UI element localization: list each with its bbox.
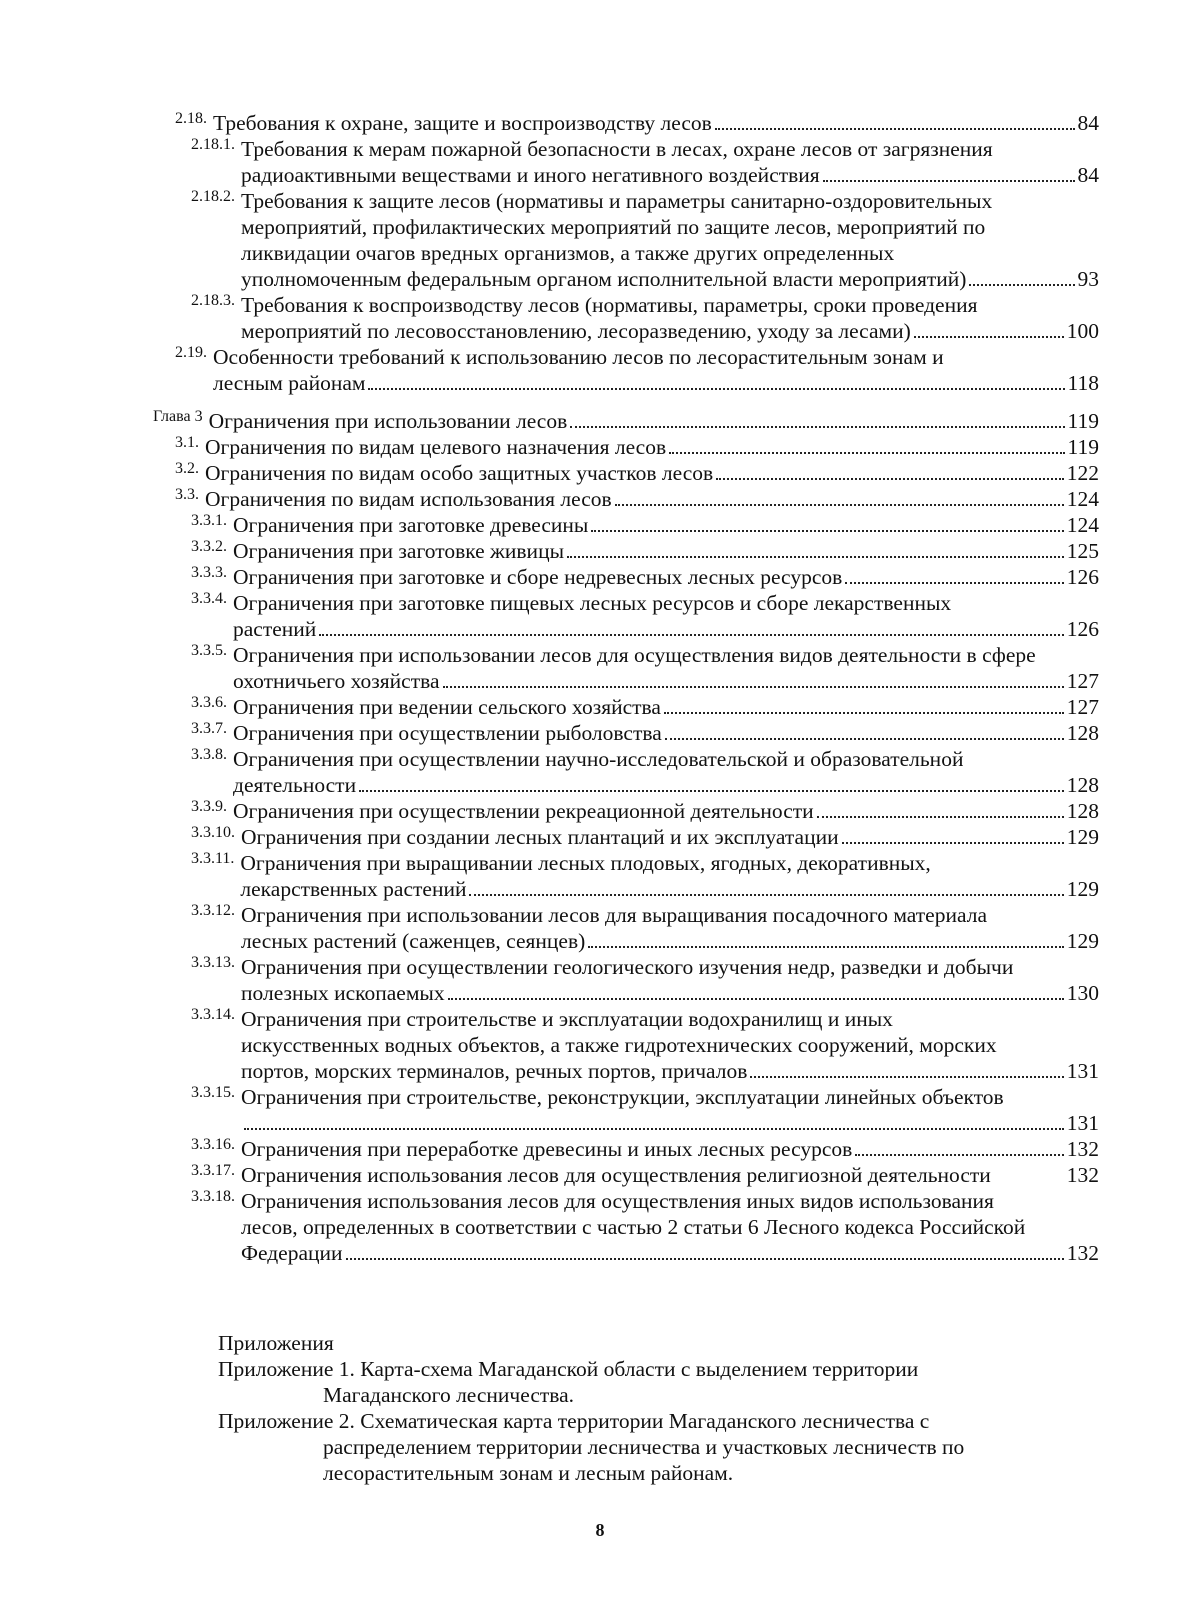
toc-line bbox=[241, 1162, 1099, 1188]
toc-entry-number: 2.18.1. bbox=[191, 136, 235, 153]
toc-line-text: Требования к воспроизводству лесов (нормативы, параметры, сроки проведения bbox=[241, 293, 978, 317]
toc-leader-dots bbox=[469, 894, 1063, 896]
toc-line-text: Требования к мерам пожарной безопасности в лесах, охране лесов от загрязнения bbox=[241, 137, 993, 161]
toc-leader-dots bbox=[368, 388, 1064, 390]
toc-entry bbox=[153, 1136, 1099, 1162]
toc-leader-dots bbox=[823, 180, 1075, 182]
toc-line-text: охотничьего хозяйства bbox=[233, 669, 440, 693]
page-number: 8 bbox=[595, 1520, 605, 1540]
toc-line bbox=[241, 980, 1099, 1006]
toc-page-number: 124 bbox=[1066, 513, 1099, 537]
toc-entry bbox=[153, 512, 1099, 538]
toc-leader-dots bbox=[570, 426, 1064, 428]
toc-entry bbox=[153, 1006, 1099, 1084]
appendix-continuation-line: лесорастительным зонам и лесным районам. bbox=[323, 1461, 734, 1485]
appendix-label: Приложение 2. bbox=[218, 1409, 361, 1433]
toc-line-text: Ограничения использования лесов для осуществления иных видов использования bbox=[241, 1189, 994, 1213]
toc-line-text: Ограничения при осуществлении рекреационной деятельности bbox=[233, 799, 814, 823]
toc-line bbox=[241, 1058, 1099, 1084]
toc-entry-title bbox=[241, 188, 1099, 292]
toc-entry-number: 3.3.18. bbox=[191, 1188, 235, 1205]
toc-entry-title bbox=[241, 1084, 1099, 1136]
toc-page-number: 84 bbox=[1077, 163, 1099, 187]
toc-line-text: Ограничения при строительстве, реконструкции, эксплуатации линейных объектов bbox=[241, 1085, 1004, 1109]
toc-page-number: 124 bbox=[1066, 487, 1099, 511]
toc-line-text: Ограничения при заготовке живицы bbox=[233, 539, 565, 563]
toc-entry bbox=[153, 188, 1099, 292]
toc-entry bbox=[153, 538, 1099, 564]
toc-line-text: Ограничения при использовании лесов для осуществления видов деятельности в сфере bbox=[233, 643, 1036, 667]
toc-line-text: полезных ископаемых bbox=[241, 981, 445, 1005]
toc-entry-number: 2.18.2. bbox=[191, 188, 235, 205]
toc-page-number: 131 bbox=[1066, 1059, 1099, 1083]
toc-line-text: Ограничения при использовании лесов bbox=[208, 409, 568, 433]
toc-entry-number: 3.3. bbox=[175, 486, 199, 503]
toc-entry bbox=[153, 1084, 1099, 1136]
toc-page-number: 132 bbox=[1066, 1137, 1099, 1161]
toc-line bbox=[240, 850, 1099, 876]
toc-page-number: 128 bbox=[1066, 799, 1099, 823]
toc-line-text: Ограничения при заготовке пищевых лесных ресурсов и сборе лекарственных bbox=[233, 591, 952, 615]
toc-line-text: Ограничения по видам особо защитных участков лесов bbox=[205, 461, 714, 485]
toc-line bbox=[233, 616, 1099, 642]
toc-line-text: Особенности требований к использованию лесов по лесорастительным зонам и bbox=[213, 345, 944, 369]
toc-line bbox=[233, 694, 1099, 720]
toc-entry-title bbox=[205, 434, 1099, 460]
toc-page-number: 132 bbox=[1066, 1241, 1099, 1265]
toc-page-number: 129 bbox=[1066, 825, 1099, 849]
toc-entry-number: 3.3.15. bbox=[191, 1084, 235, 1101]
toc-entry-title bbox=[209, 408, 1099, 434]
toc-page-number: 128 bbox=[1066, 773, 1099, 797]
toc-entry bbox=[153, 720, 1099, 746]
toc-line bbox=[241, 1006, 1099, 1032]
toc-entry-number: 3.3.2. bbox=[191, 538, 227, 555]
toc-line-text: деятельности bbox=[233, 773, 357, 797]
toc-entry bbox=[153, 642, 1099, 694]
toc-line bbox=[233, 746, 1099, 772]
toc-entry bbox=[153, 798, 1099, 824]
toc-line bbox=[233, 720, 1099, 746]
toc-entry-number: 3.3.7. bbox=[191, 720, 227, 737]
toc-entry-number: 2.19. bbox=[175, 344, 207, 361]
appendix-continuation-line: Магаданского лесничества. bbox=[323, 1383, 575, 1407]
toc-entry-title bbox=[233, 694, 1099, 720]
toc-leader-dots bbox=[346, 1258, 1064, 1260]
toc-line bbox=[241, 954, 1099, 980]
toc-line-text: портов, морских терминалов, речных портов, причалов bbox=[241, 1059, 748, 1083]
toc-line bbox=[241, 136, 1099, 162]
toc-page-number: 84 bbox=[1077, 111, 1099, 135]
toc-line bbox=[241, 1110, 1099, 1136]
toc-line bbox=[241, 1084, 1099, 1110]
toc-line-text: Требования к охране, защите и воспроизводству лесов bbox=[213, 111, 712, 135]
toc-line-text: лесов, определенных в соответствии с частью 2 статьи 6 Лесного кодекса Российской bbox=[241, 1215, 1026, 1239]
toc-page-number: 118 bbox=[1067, 371, 1099, 395]
toc-line bbox=[241, 1136, 1099, 1162]
toc-entry-number: 3.3.3. bbox=[191, 564, 227, 581]
toc-line-text: Ограничения при заготовке древесины bbox=[233, 513, 589, 537]
toc-line-text: лекарственных растений bbox=[240, 877, 467, 901]
section-gap bbox=[153, 396, 1099, 408]
toc-line bbox=[241, 188, 1099, 214]
toc-line-text: уполномоченным федеральным органом исполнительной власти мероприятий) bbox=[241, 267, 967, 291]
toc-leader-dots bbox=[319, 634, 1063, 636]
toc-entry-title bbox=[241, 1136, 1099, 1162]
toc-line bbox=[241, 162, 1099, 188]
toc-line-text: лесным районам bbox=[213, 371, 366, 395]
toc-line-text: Ограничения при выращивании лесных плодовых, ягодных, декоративных, bbox=[240, 851, 931, 875]
toc-line-text: Ограничения по видам целевого назначения лесов bbox=[205, 435, 667, 459]
toc-page-number: 126 bbox=[1066, 565, 1099, 589]
appendix-items bbox=[218, 1356, 1098, 1486]
toc-leader-dots bbox=[591, 530, 1063, 532]
toc-line bbox=[233, 512, 1099, 538]
appendix-item bbox=[218, 1408, 1098, 1486]
toc-line bbox=[241, 1214, 1099, 1240]
toc-leader-dots bbox=[845, 582, 1063, 584]
toc-line-text: Ограничения при создании лесных плантаций и их эксплуатации bbox=[241, 825, 839, 849]
toc-line-text: Ограничения при заготовке и сборе недревесных лесных ресурсов bbox=[233, 565, 843, 589]
toc-line bbox=[205, 434, 1099, 460]
toc-leader-dots bbox=[664, 712, 1064, 714]
toc-entry-title bbox=[205, 460, 1099, 486]
toc-leader-dots bbox=[969, 284, 1074, 286]
toc-entry-title bbox=[233, 512, 1099, 538]
toc-page-number: 128 bbox=[1066, 721, 1099, 745]
toc-line bbox=[205, 460, 1099, 486]
toc-entry bbox=[153, 850, 1099, 902]
toc-line-text: искусственных водных объектов, а также гидротехнических сооружений, морских bbox=[241, 1033, 997, 1057]
toc-entry bbox=[153, 486, 1099, 512]
toc-entry-number: 3.3.16. bbox=[191, 1136, 235, 1153]
toc-entry bbox=[153, 408, 1099, 434]
toc-line-text: Ограничения при использовании лесов для выращивания посадочного материала bbox=[241, 903, 987, 927]
toc-entry bbox=[153, 902, 1099, 954]
toc-entry bbox=[153, 694, 1099, 720]
toc-entry bbox=[153, 136, 1099, 188]
toc-line-text: ликвидации очагов вредных организмов, а также других определенных bbox=[241, 241, 895, 265]
toc-entry-number: 3.3.11. bbox=[191, 850, 235, 867]
toc-entry bbox=[153, 746, 1099, 798]
toc-leader-dots bbox=[359, 790, 1064, 792]
toc-entry bbox=[153, 344, 1099, 396]
toc-line-text: растений bbox=[233, 617, 317, 641]
toc-entry-title bbox=[205, 486, 1099, 512]
toc-page-number: 131 bbox=[1066, 1111, 1099, 1135]
toc-page-number: 119 bbox=[1067, 409, 1099, 433]
toc-line-text: радиоактивными веществами и иного негативного воздействия bbox=[241, 163, 820, 187]
toc-entry-number: 3.3.1. bbox=[191, 512, 227, 529]
toc-entry-title bbox=[233, 590, 1099, 642]
toc-entry-number: 3.3.4. bbox=[191, 590, 227, 607]
toc-line bbox=[205, 486, 1099, 512]
toc-leader-dots bbox=[716, 478, 1064, 480]
toc-leader-dots bbox=[244, 1128, 1064, 1130]
appendix-heading: Приложения bbox=[218, 1331, 334, 1355]
toc-line-text: Ограничения использования лесов для осуществления религиозной деятельности bbox=[241, 1163, 991, 1187]
toc-entry-number: 2.18. bbox=[175, 110, 207, 127]
toc-line bbox=[241, 318, 1099, 344]
toc-line bbox=[233, 538, 1099, 564]
toc-line bbox=[241, 1032, 1099, 1058]
toc-entry-number: 3.3.14. bbox=[191, 1006, 235, 1023]
toc-line bbox=[233, 590, 1099, 616]
toc-line-text: Ограничения при осуществлении рыболовства bbox=[233, 721, 662, 745]
toc-leader-dots bbox=[817, 816, 1064, 818]
toc-entry bbox=[153, 590, 1099, 642]
toc-page-number: 132 bbox=[1066, 1163, 1099, 1187]
toc-entry-title bbox=[233, 746, 1099, 798]
toc-line bbox=[213, 370, 1099, 396]
toc-line bbox=[241, 902, 1099, 928]
toc-line-text: Ограничения при строительстве и эксплуатации водохранилищ и иных bbox=[241, 1007, 893, 1031]
toc-entry-number: Глава 3 bbox=[153, 408, 203, 425]
toc-entry-number: 3.3.5. bbox=[191, 642, 227, 659]
toc-line bbox=[240, 876, 1099, 902]
toc-page-number: 130 bbox=[1066, 981, 1099, 1005]
toc-page-number: 119 bbox=[1067, 435, 1099, 459]
toc-entry-title bbox=[233, 564, 1099, 590]
toc-page-number: 93 bbox=[1077, 267, 1099, 291]
toc-entry-title bbox=[233, 720, 1099, 746]
toc-page-number: 127 bbox=[1066, 669, 1099, 693]
toc-leader-dots bbox=[914, 336, 1064, 338]
toc-entry-number: 3.3.9. bbox=[191, 798, 227, 815]
toc-entry bbox=[153, 824, 1099, 850]
appendix-continuation-line: распределением территории лесничества и участковых лесничеств по bbox=[323, 1435, 965, 1459]
toc-entry bbox=[153, 110, 1099, 136]
toc-page-number: 129 bbox=[1066, 929, 1099, 953]
toc-line bbox=[233, 668, 1099, 694]
toc-line bbox=[241, 1240, 1099, 1266]
toc-leader-dots bbox=[715, 128, 1075, 130]
toc-page-number: 129 bbox=[1066, 877, 1099, 901]
toc-entry bbox=[153, 434, 1099, 460]
toc-entry-title bbox=[213, 110, 1099, 136]
toc-line bbox=[241, 824, 1099, 850]
toc-entry bbox=[153, 954, 1099, 1006]
toc-leader-dots bbox=[750, 1076, 1063, 1078]
appendix-item-first-line bbox=[218, 1408, 1098, 1434]
toc-leader-dots bbox=[567, 556, 1064, 558]
appendix-text: Схематическая карта территории Магаданского лесничества с bbox=[360, 1409, 930, 1433]
toc-line bbox=[209, 408, 1099, 434]
toc-line-text: Ограничения при ведении сельского хозяйства bbox=[233, 695, 661, 719]
toc-line bbox=[241, 928, 1099, 954]
toc-line bbox=[241, 240, 1099, 266]
toc-entry-title bbox=[233, 798, 1099, 824]
toc-entry-number: 3.2. bbox=[175, 460, 199, 477]
appendix-label: Приложение 1. bbox=[218, 1357, 361, 1381]
appendix-text: Карта-схема Магаданской области с выделением территории bbox=[360, 1357, 919, 1381]
toc-line-text: лесных растений (саженцев, сеянцев) bbox=[241, 929, 586, 953]
appendix-item-first-line bbox=[218, 1356, 1098, 1382]
toc-entry-number: 3.3.8. bbox=[191, 746, 227, 763]
toc-page-number: 127 bbox=[1066, 695, 1099, 719]
toc-line bbox=[241, 214, 1099, 240]
toc-leader-dots bbox=[615, 504, 1064, 506]
toc-entry bbox=[153, 292, 1099, 344]
toc-leader-dots bbox=[443, 686, 1064, 688]
toc-entry-title bbox=[241, 292, 1099, 344]
toc-line-text: мероприятий, профилактических мероприятий по защите лесов, мероприятий по bbox=[241, 215, 986, 239]
toc-entry-title bbox=[241, 902, 1099, 954]
toc-page-number: 126 bbox=[1066, 617, 1099, 641]
toc-leader-dots bbox=[855, 1154, 1063, 1156]
toc-line bbox=[233, 564, 1099, 590]
toc-entry-title bbox=[241, 1162, 1099, 1188]
toc-entry-number: 3.1. bbox=[175, 434, 199, 451]
toc-entry-title bbox=[241, 954, 1099, 1006]
toc-entry bbox=[153, 564, 1099, 590]
toc-line bbox=[213, 344, 1099, 370]
toc-entry-number: 2.18.3. bbox=[191, 292, 235, 309]
toc-entry-number: 3.3.10. bbox=[191, 824, 235, 841]
toc-leader-dots bbox=[665, 738, 1064, 740]
toc-entry-title bbox=[241, 824, 1099, 850]
toc-page-number: 100 bbox=[1066, 319, 1099, 343]
toc-line bbox=[241, 1188, 1099, 1214]
toc-line-text: Федерации bbox=[241, 1241, 343, 1265]
toc-entry bbox=[153, 1188, 1099, 1266]
table-of-contents bbox=[153, 110, 1099, 1266]
toc-entry-title bbox=[241, 1006, 1099, 1084]
toc-page-number: 122 bbox=[1066, 461, 1099, 485]
toc-line-text: Ограничения при переработке древесины и иных лесных ресурсов bbox=[241, 1137, 853, 1161]
toc-line-text: Ограничения при осуществлении научно-исследовательской и образовательной bbox=[233, 747, 964, 771]
toc-line bbox=[233, 772, 1099, 798]
toc-line bbox=[233, 798, 1099, 824]
toc-line bbox=[241, 292, 1099, 318]
appendix-item bbox=[218, 1356, 1098, 1408]
toc-line bbox=[233, 642, 1099, 668]
toc-line-text: Ограничения при осуществлении геологического изучения недр, разведки и добычи bbox=[241, 955, 1014, 979]
toc-line bbox=[241, 266, 1099, 292]
toc-entry-title bbox=[213, 344, 1099, 396]
toc-entry-title bbox=[241, 136, 1099, 188]
toc-entry bbox=[153, 1162, 1099, 1188]
toc-entry-number: 3.3.6. bbox=[191, 694, 227, 711]
toc-entry-title bbox=[241, 1188, 1099, 1266]
toc-entry bbox=[153, 460, 1099, 486]
toc-entry-number: 3.3.12. bbox=[191, 902, 235, 919]
toc-line-text: Требования к защите лесов (нормативы и параметры санитарно-оздоровительных bbox=[241, 189, 993, 213]
toc-line bbox=[213, 110, 1099, 136]
appendix-list bbox=[218, 1330, 1098, 1486]
toc-entry-number: 3.3.17. bbox=[191, 1162, 235, 1179]
toc-entry-title bbox=[233, 642, 1099, 694]
toc-entry-title bbox=[240, 850, 1099, 902]
toc-line-text: Ограничения по видам использования лесов bbox=[205, 487, 612, 511]
toc-leader-dots bbox=[842, 842, 1064, 844]
toc-leader-dots bbox=[669, 452, 1064, 454]
toc-entry-title bbox=[233, 538, 1099, 564]
toc-leader-dots bbox=[448, 998, 1064, 1000]
toc-page-number: 125 bbox=[1066, 539, 1099, 563]
toc-entry-number: 3.3.13. bbox=[191, 954, 235, 971]
toc-line-text: мероприятий по лесовосстановлению, лесоразведению, уходу за лесами) bbox=[241, 319, 911, 343]
toc-leader-dots bbox=[588, 946, 1063, 948]
